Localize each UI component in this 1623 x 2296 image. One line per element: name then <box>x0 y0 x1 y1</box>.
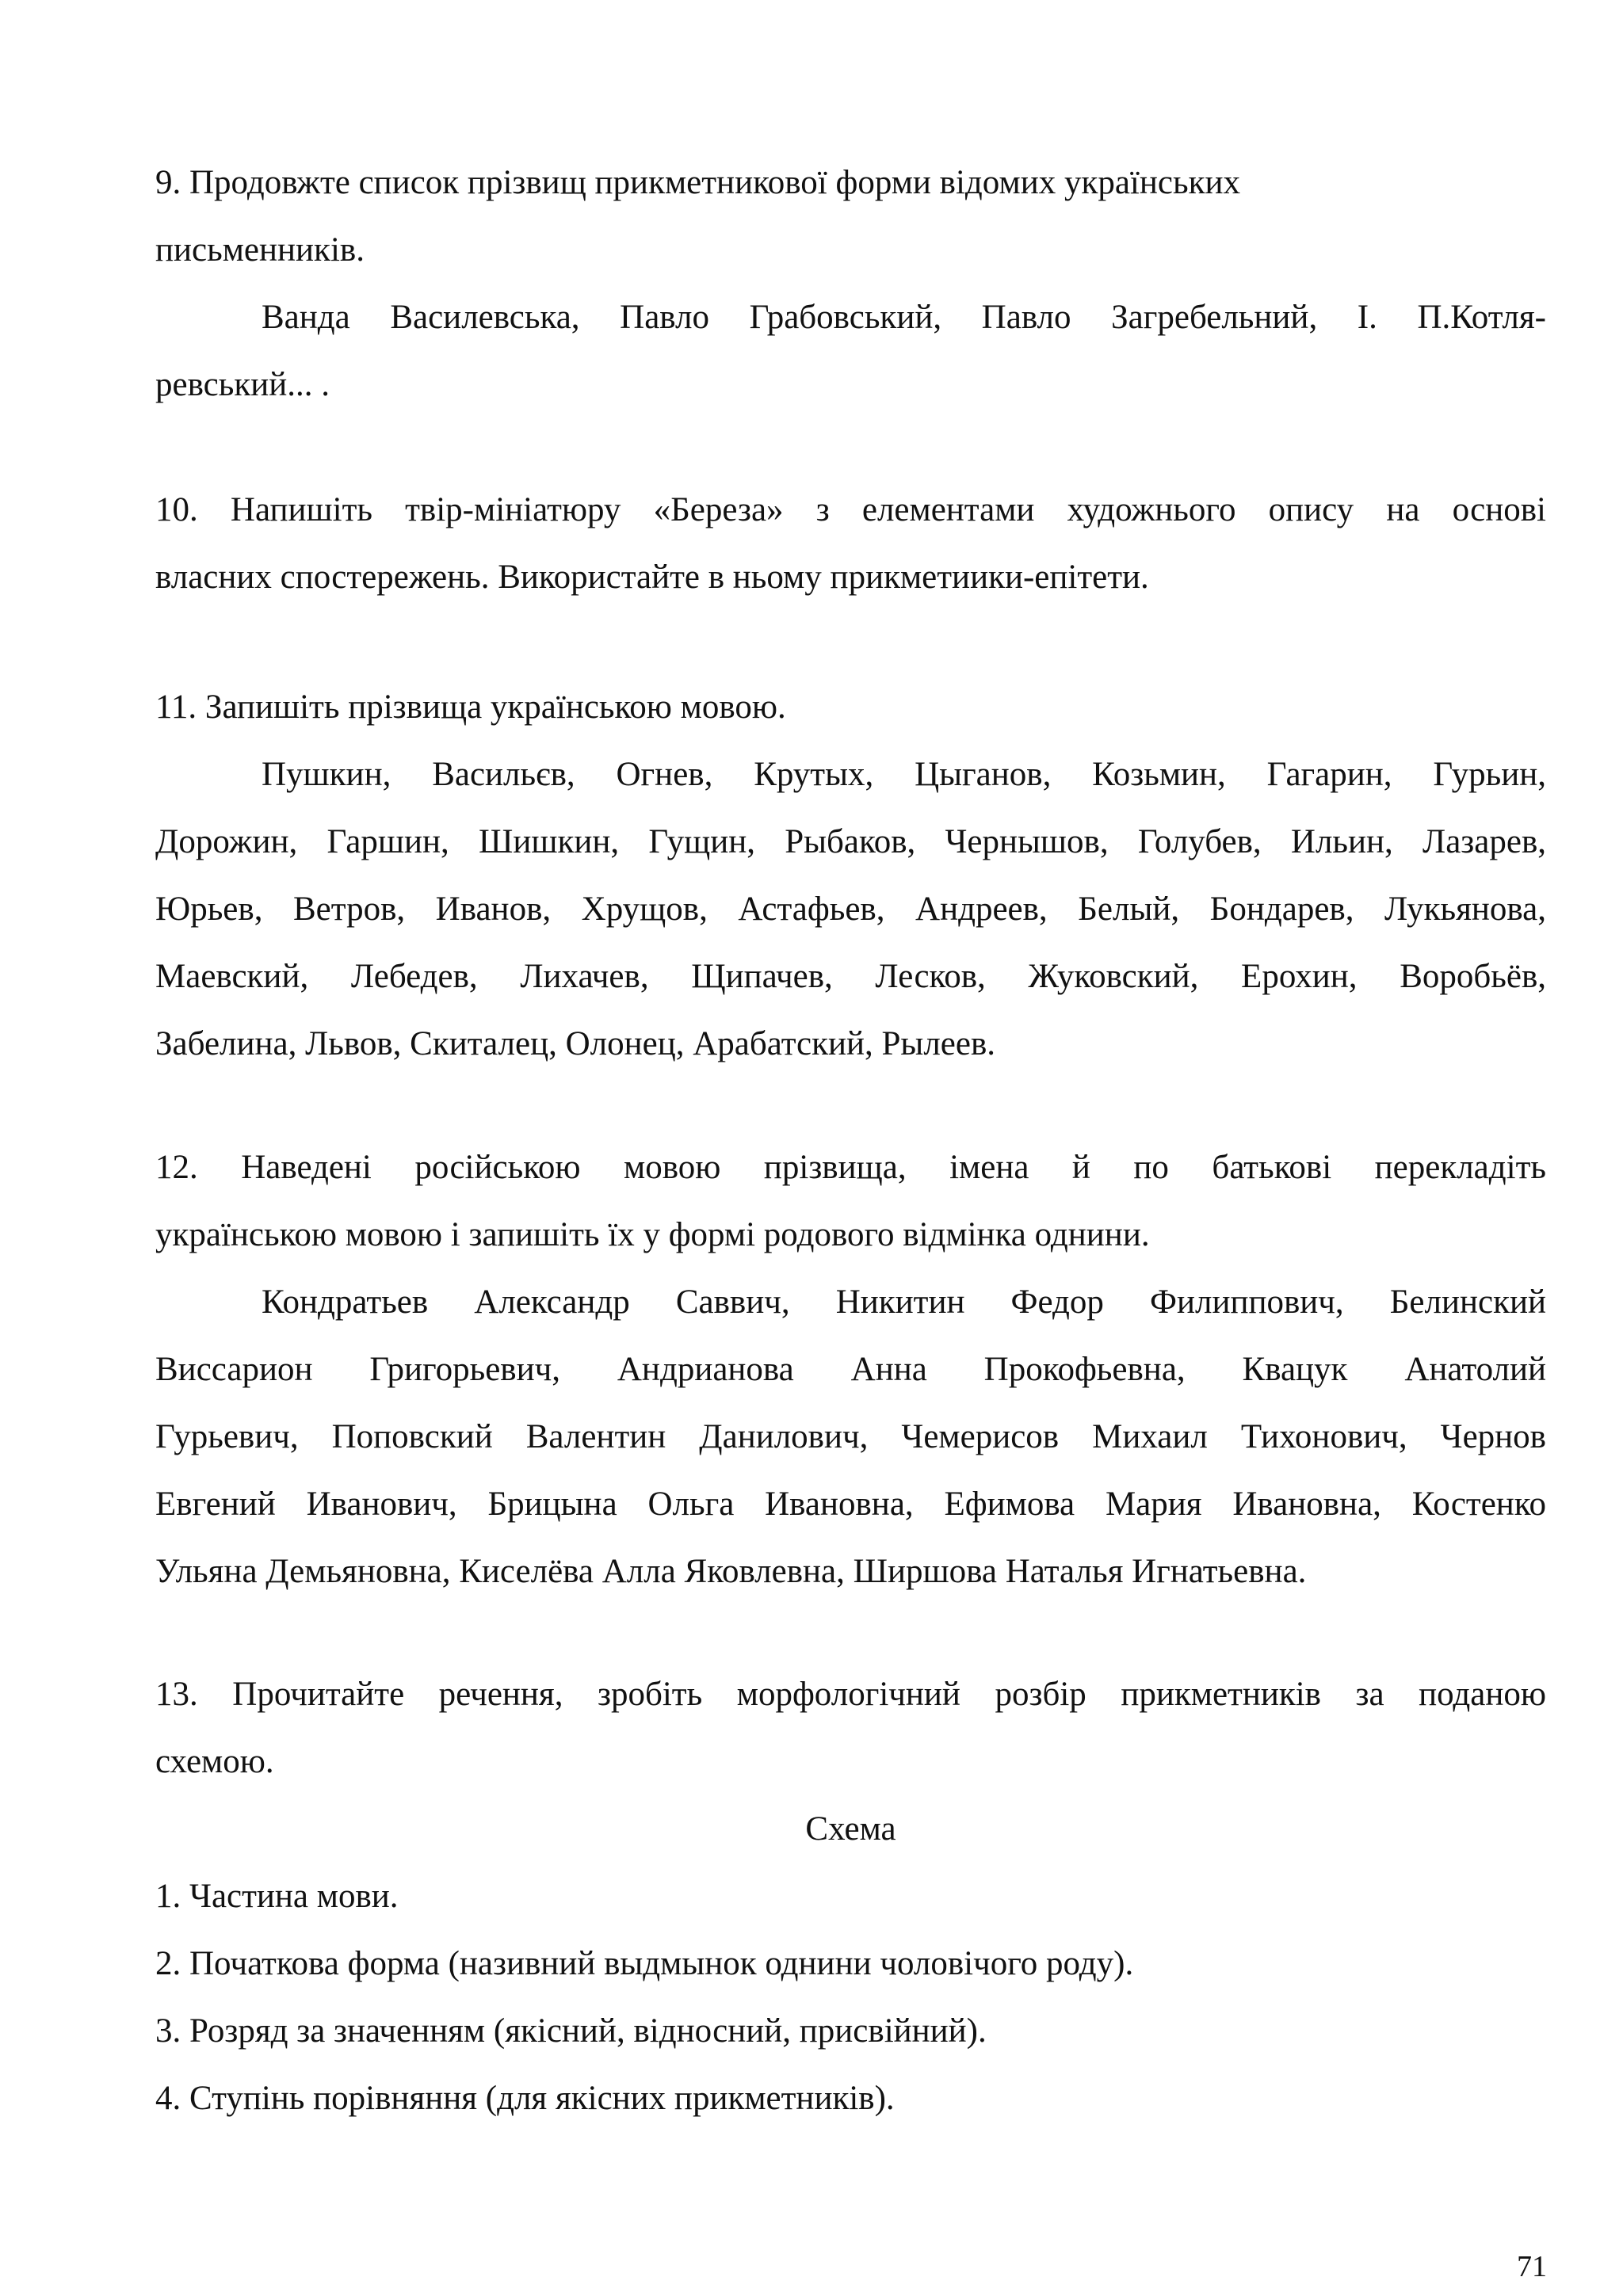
scheme-item: 1. Частина мови. <box>155 1878 399 1915</box>
task-9-body-line-2: ревський... . <box>155 366 330 403</box>
task-11-title: 11. Запишіть прізвища українською мовою. <box>155 688 786 726</box>
scheme-title: Схема <box>805 1810 896 1848</box>
task-9-title-line-1: 9. Продовжте список прізвищ прикметникової форми відомих українських <box>155 164 1240 201</box>
task-13-title-line-2: схемою. <box>155 1743 274 1780</box>
task-11 <box>155 673 1546 1077</box>
task-11-line-3: Юрьев, Ветров, Иванов, Хрущов, Астафьев, Андреев, Белый, Бондарев, Лукьянова, <box>155 891 1546 928</box>
scheme-item: 2. Початкова форма (називний выдмынок однини чоловічого роду). <box>155 1945 1134 1982</box>
task-12-line-5: Ульяна Демьяновна, Киселёва Алла Яковлевна, Ширшова Наталья Игнатьевна. <box>155 1553 1307 1590</box>
task-11-line-2: Дорожин, Гаршин, Шишкин, Гущин, Рыбаков, Чернышов, Голубев, Ильин, Лазарев, <box>155 823 1546 860</box>
task-11-line-4: Маевский, Лебедев, Лихачев, Щипачев, Лесков, Жуковский, Ерохин, Воробьёв, <box>155 958 1546 995</box>
scheme-item: 4. Ступінь порівняння (для якісних прикметників). <box>155 2080 895 2117</box>
task-10-line-2: власних спостережень. Використайте в ньому прикметиики-епітети. <box>155 559 1149 596</box>
page-number: 71 <box>1517 2250 1547 2283</box>
task-12 <box>155 1134 1546 1605</box>
task-10 <box>155 476 1546 611</box>
task-12-title-line-1: 12. Наведені російською мовою прізвища, імена й по батькові перекладіть <box>155 1149 1546 1186</box>
task-12-line-1: Кондратьев Александр Саввич, Никитин Федор Филиппович, Белинский <box>262 1283 1546 1321</box>
task-9-title-line-2: письменників. <box>155 231 365 269</box>
task-12-title-line-2: українською мовою і запишіть їх у формі родового відмінка однини. <box>155 1216 1150 1253</box>
task-12-line-2: Виссарион Григорьевич, Андрианова Анна Прокофьевна, Квацук Анатолий <box>155 1351 1546 1388</box>
task-9 <box>155 149 1546 418</box>
task-13 <box>155 1661 1546 2132</box>
task-11-line-1: Пушкин, Васильєв, Огнев, Крутых, Цыганов, Козьмин, Гагарин, Гурьин, <box>262 756 1546 793</box>
task-12-line-4: Евгений Иванович, Брицына Ольга Ивановна, Ефимова Мария Ивановна, Костенко <box>155 1486 1546 1523</box>
task-9-body-line-1: Ванда Василевська, Павло Грабовський, Павло Загребельний, І. П.Котля- <box>262 299 1546 336</box>
task-10-line-1: 10. Напишіть твір-мініатюру «Береза» з елементами художнього опису на основі <box>155 491 1546 528</box>
task-11-line-5: Забелина, Львов, Скиталец, Олонец, Арабатский, Рылеев. <box>155 1025 996 1062</box>
scheme-item: 3. Розряд за значенням (якісний, відносний, присвійний). <box>155 2012 987 2050</box>
task-13-title-line-1: 13. Прочитайте речення, зробіть морфологічний розбір прикметників за поданою <box>155 1676 1546 1713</box>
task-12-line-3: Гурьевич, Поповский Валентин Данилович, Чемерисов Михаил Тихонович, Чернов <box>155 1418 1546 1455</box>
